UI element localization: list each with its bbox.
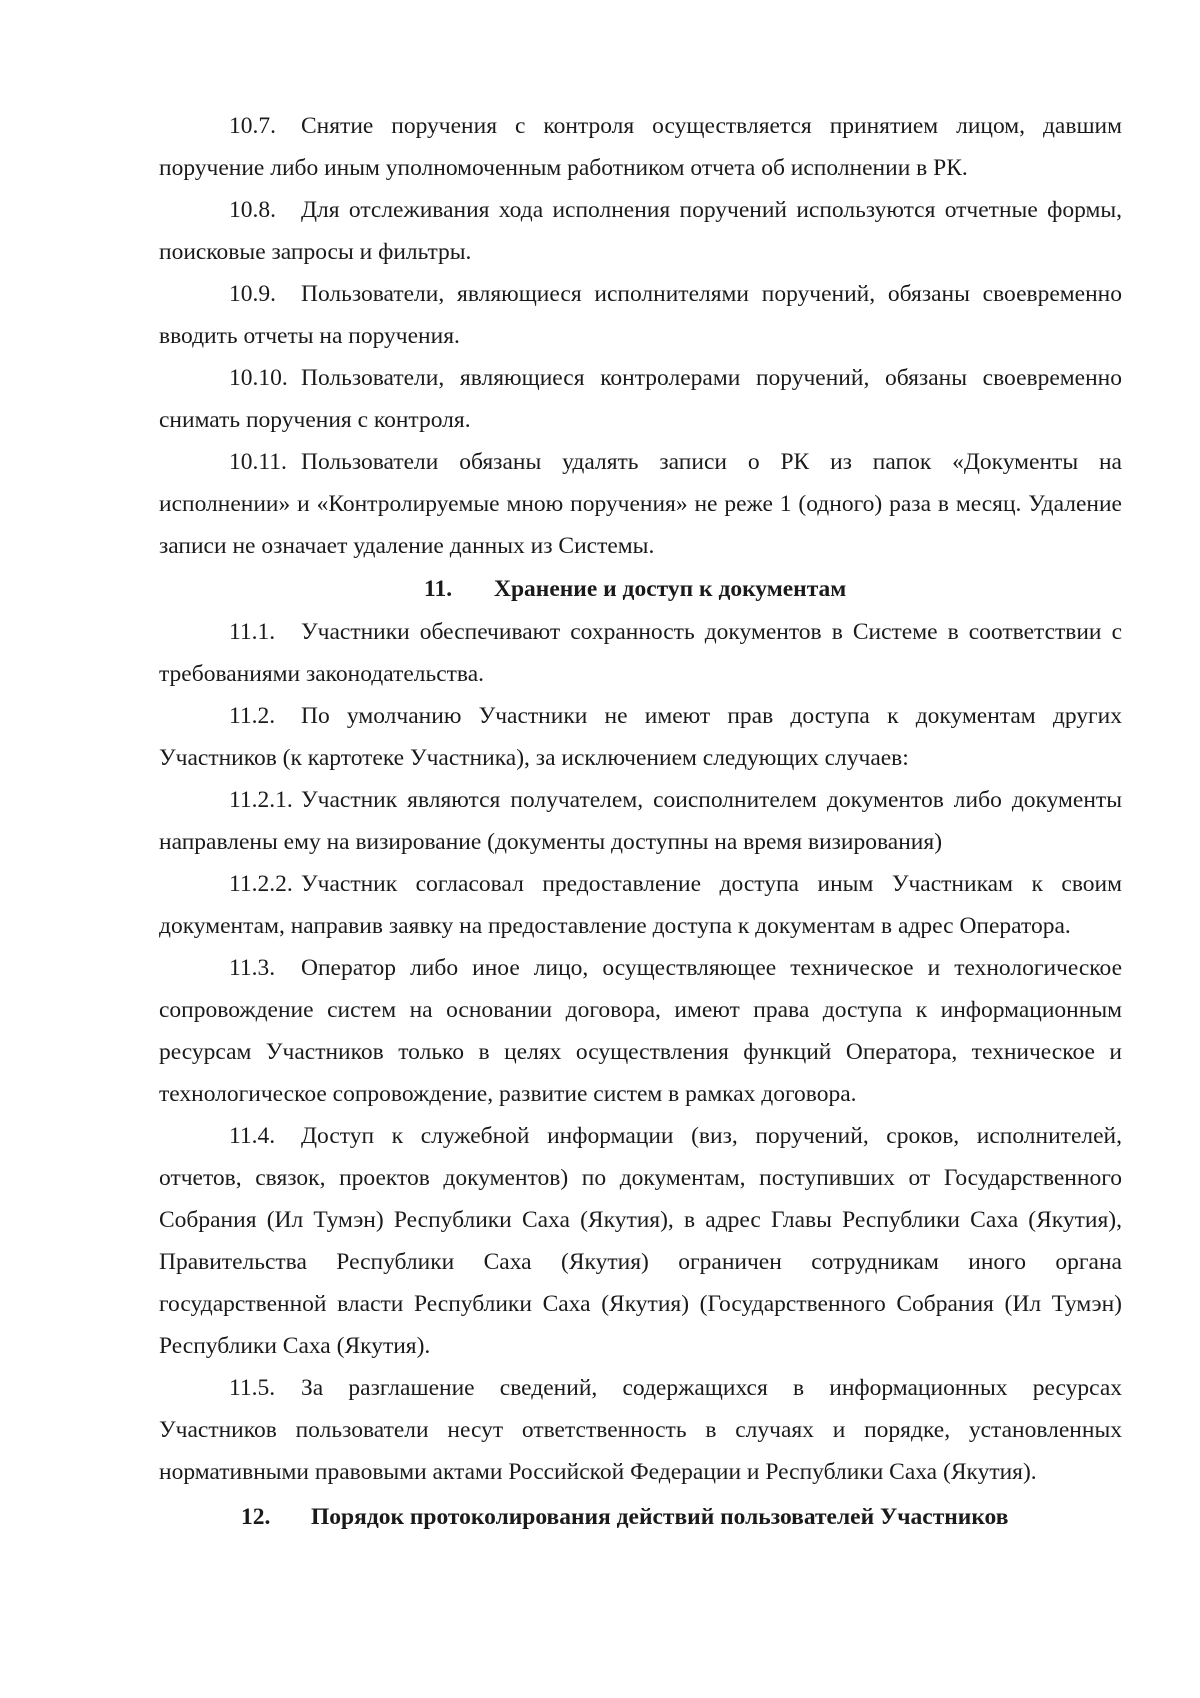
paragraph-11-3 bbox=[159, 947, 1122, 1115]
paragraph-number: 10.7. bbox=[229, 113, 276, 139]
paragraph-11-2-2 bbox=[159, 863, 1122, 947]
paragraph-text: Пользователи обязаны удалять записи о РК из папок «Документы на исполнении» и «Контролируемые мною поручения» не реже 1 (одного) раза в месяц. Удаление записи не означает удаление данных из Системы. bbox=[159, 449, 1122, 559]
document-page bbox=[159, 105, 1122, 1539]
paragraph-11-2-1 bbox=[159, 779, 1122, 863]
paragraph-10-11 bbox=[159, 441, 1122, 567]
paragraph-10-7 bbox=[159, 105, 1122, 189]
paragraph-text: Участник согласовал предоставление доступа иным Участникам к своим документам, направив заявку на предоставление доступа к документам в адрес Оператора. bbox=[159, 871, 1122, 939]
paragraph-text: По умолчанию Участники не имеют прав доступа к документам других Участников (к картотеке Участника), за исключением следующих случаев: bbox=[159, 703, 1122, 771]
paragraph-number: 11.2. bbox=[229, 703, 276, 729]
paragraph-11-4 bbox=[159, 1115, 1122, 1367]
paragraph-text: Пользователи, являющиеся исполнителями поручений, обязаны своевременно вводить отчеты на поручения. bbox=[159, 281, 1122, 349]
paragraph-11-5 bbox=[159, 1367, 1122, 1493]
section-title: Хранение и доступ к документам bbox=[494, 576, 847, 602]
section-number: 11. bbox=[424, 576, 453, 602]
paragraph-10-8 bbox=[159, 189, 1122, 273]
paragraph-text: Снятие поручения с контроля осуществляется принятием лицом, давшим поручение либо иным уполномоченным работником отчета об исполнении в РК. bbox=[159, 113, 1122, 181]
paragraph-11-2 bbox=[159, 695, 1122, 779]
paragraph-text: Для отслеживания хода исполнения поручений используются отчетные формы, поисковые запросы и фильтры. bbox=[159, 197, 1122, 265]
paragraph-number: 10.11. bbox=[229, 449, 287, 475]
paragraph-10-9 bbox=[159, 273, 1122, 357]
paragraph-number: 11.3. bbox=[229, 955, 276, 981]
paragraph-number: 11.2.1. bbox=[229, 787, 293, 813]
paragraph-text: Пользователи, являющиеся контролерами поручений, обязаны своевременно снимать поручения с контроля. bbox=[159, 365, 1122, 433]
paragraph-number: 10.9. bbox=[229, 281, 276, 307]
paragraph-10-10 bbox=[159, 357, 1122, 441]
paragraph-text: Участники обеспечивают сохранность документов в Системе в соответствии с требованиями законодательства. bbox=[159, 619, 1122, 687]
paragraph-text: Доступ к служебной информации (виз, поручений, сроков, исполнителей, отчетов, связок, проектов документов) по документам, поступивших от Государственного Собрания (Ил Тумэн) Республики Саха (Якутия), в адрес Главы Республики Саха (Якутия), Правительства Республики Саха (Якутия) ограничен сотрудникам иного органа государственной власти Республики Саха (Якутия) (Государственного Собрания (Ил Тумэн) Республики Саха (Якутия). bbox=[159, 1123, 1122, 1359]
section-title: Порядок протоколирования действий пользователей Участников bbox=[311, 1504, 1009, 1530]
section-heading-11 bbox=[159, 567, 1122, 611]
paragraph-text: Участник являются получателем, соисполнителем документов либо документы направлены ему на визирование (документы доступны на время визирования) bbox=[159, 787, 1122, 855]
paragraph-text: За разглашение сведений, содержащихся в информационных ресурсах Участников пользователи несут ответственность в случаях и порядке, установленных нормативными правовыми актами Российской Федерации и Республики Саха (Якутия). bbox=[159, 1375, 1122, 1485]
paragraph-text: Оператор либо иное лицо, осуществляющее техническое и технологическое сопровождение систем на основании договора, имеют права доступа к информационным ресурсам Участников только в целях осуществления функций Оператора, техническое и технологическое сопровождение, развитие систем в рамках договора. bbox=[159, 955, 1122, 1107]
paragraph-number: 11.5. bbox=[229, 1375, 276, 1401]
paragraph-number: 11.2.2. bbox=[229, 871, 293, 897]
paragraph-number: 10.8. bbox=[229, 197, 276, 223]
paragraph-number: 10.10. bbox=[229, 365, 288, 391]
paragraph-number: 11.1. bbox=[229, 619, 276, 645]
paragraph-11-1 bbox=[159, 611, 1122, 695]
paragraph-number: 11.4. bbox=[229, 1123, 276, 1149]
section-number: 12. bbox=[241, 1504, 271, 1530]
section-heading-12 bbox=[159, 1495, 1122, 1539]
